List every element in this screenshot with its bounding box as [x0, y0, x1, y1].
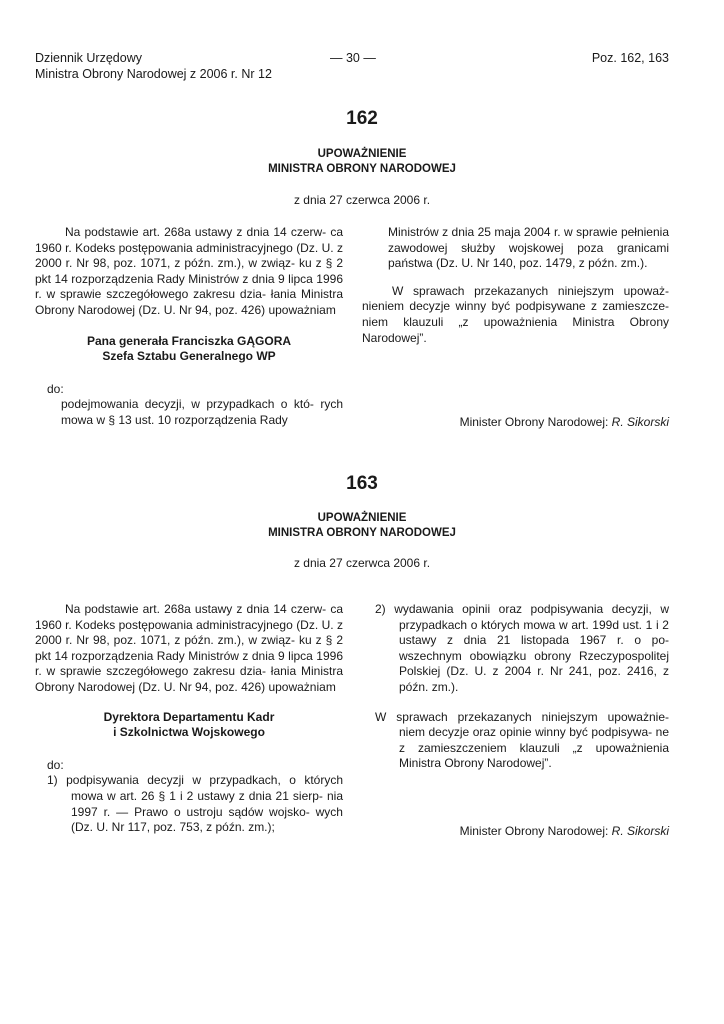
doc163-closing: W sprawach przekazanych niniejszym upoważnie- niem decyzje oraz opinie winny być podpisywa- ne z zamieszczeniem klauzuli „z upoważnienia Ministra Obrony Narodowej”.: [375, 709, 670, 771]
doc163-intro: Na podstawie art. 268a ustawy z dnia 14 czerw- ca 1960 r. Kodeks postępowania administracyjnego (Dz. U. z 2000 r. Nr 98, poz. 1071, z późn. zm.), w związ- ku z § 2 pkt 14 rozporządzenia Rady Ministrów z dnia 9 lipca 1996 r. w sprawie szczegółowego zakresu dzia- łania Ministra Obrony Narodowej (Dz. U. Nr 94, poz. 426) upoważniam: [35, 602, 344, 694]
doc163-item-1: 1) podpisywania decyzji w przypadkach, o których mowa w art. 26 § 1 i 2 ustawy z dnia 21 sierp- nia 1997 r. — Prawo o ustroju sądów wojsko- wych (Dz. U. Nr 117, poz. 753, z późn. zm.);: [47, 773, 343, 835]
doc163-number: 163: [346, 473, 378, 494]
doc162-title: [0, 147, 724, 177]
doc162-item-continuation: Ministrów z dnia 25 maja 2004 r. w sprawie pełnienia zawodowej służby wojskowej poza granicami państwa (Dz. U. Nr 140, poz. 1479, z późn. zm.).: [388, 225, 669, 271]
doc163-signature: [460, 824, 669, 838]
page-number: — 30 —: [330, 51, 376, 65]
doc163-do-label: do:: [47, 757, 64, 772]
doc162-right-column: [362, 225, 669, 346]
doc162-addressee: Pana generała Franciszka GĄGORA Szefa Sztabu Generalnego WP: [86, 333, 292, 364]
doc162-title-line2: MINISTRA OBRONY NARODOWEJ: [268, 163, 456, 175]
journal-title-line2: Ministra Obrony Narodowej z 2006 r. Nr 12: [35, 67, 272, 81]
doc163-title: [0, 511, 724, 541]
doc162-number: 162: [346, 108, 378, 129]
doc162-item: podejmowania decyzji, w przypadkach o któ- rych mowa w § 13 ust. 10 rozporządzenia Rady: [61, 397, 344, 427]
journal-title: [35, 50, 272, 82]
doc162-title-line1: UPOWAŻNIENIE: [317, 148, 407, 160]
doc163-title-line2: MINISTRA OBRONY NARODOWEJ: [268, 527, 456, 539]
doc162-intro: Na podstawie art. 268a ustawy z dnia 14 czerw- ca 1960 r. Kodeks postępowania administracyjnego (Dz. U. z 2000 r. Nr 98, poz. 1071, z późn. zm.), w związ- ku z § 2 pkt 14 rozporządzenia Rady Ministrów z dnia 9 lipca 1996 r. w sprawie szczegółowego zakresu dzia- łania Ministra Obrony Narodowej (Dz. U. Nr 94, poz. 426) upoważniam: [35, 225, 344, 317]
doc163-addressee: Dyrektora Departamentu Kadr i Szkolnictwa Wojskowego: [103, 709, 275, 740]
doc162-date: z dnia 27 czerwca 2006 r.: [293, 193, 431, 207]
doc163-right-column: [375, 602, 669, 772]
doc163-title-line1: UPOWAŻNIENIE: [317, 512, 407, 524]
doc163-left-column: [35, 602, 343, 836]
journal-title-line1: Dziennik Urzędowy: [35, 51, 142, 65]
doc162-left-column: [35, 225, 343, 429]
doc163-date: z dnia 27 czerwca 2006 r.: [293, 556, 431, 570]
position-numbers: Poz. 162, 163: [591, 51, 669, 65]
doc163-signature-label: Minister Obrony Narodowej:: [459, 824, 612, 838]
doc163-item-2: 2) wydawania opinii oraz podpisywania decyzji, w przypadkach o których mowa w art. 199d ust. 1 i 2 ustawy z dnia 21 listopada 1967 r. o po- wszechnym obowiązku obrony Rzeczypospolitej Polskiej (Dz. U. z 2004 r. Nr 241, poz. 2416, z późn. zm.).: [375, 602, 669, 694]
doc162-signature-name: R. Sikorski: [611, 415, 669, 429]
doc162-do-label: do:: [47, 381, 64, 396]
doc163-signature-name: R. Sikorski: [611, 824, 669, 838]
doc162-signature-label: Minister Obrony Narodowej:: [459, 415, 612, 429]
doc162-signature: [460, 415, 669, 429]
doc162-closing: W sprawach przekazanych niniejszym upoważ- nieniem decyzje winny być podpisywane z zamieszcze- niem klauzuli „z upoważnienia Ministra Obrony Narodowej”.: [362, 283, 669, 345]
